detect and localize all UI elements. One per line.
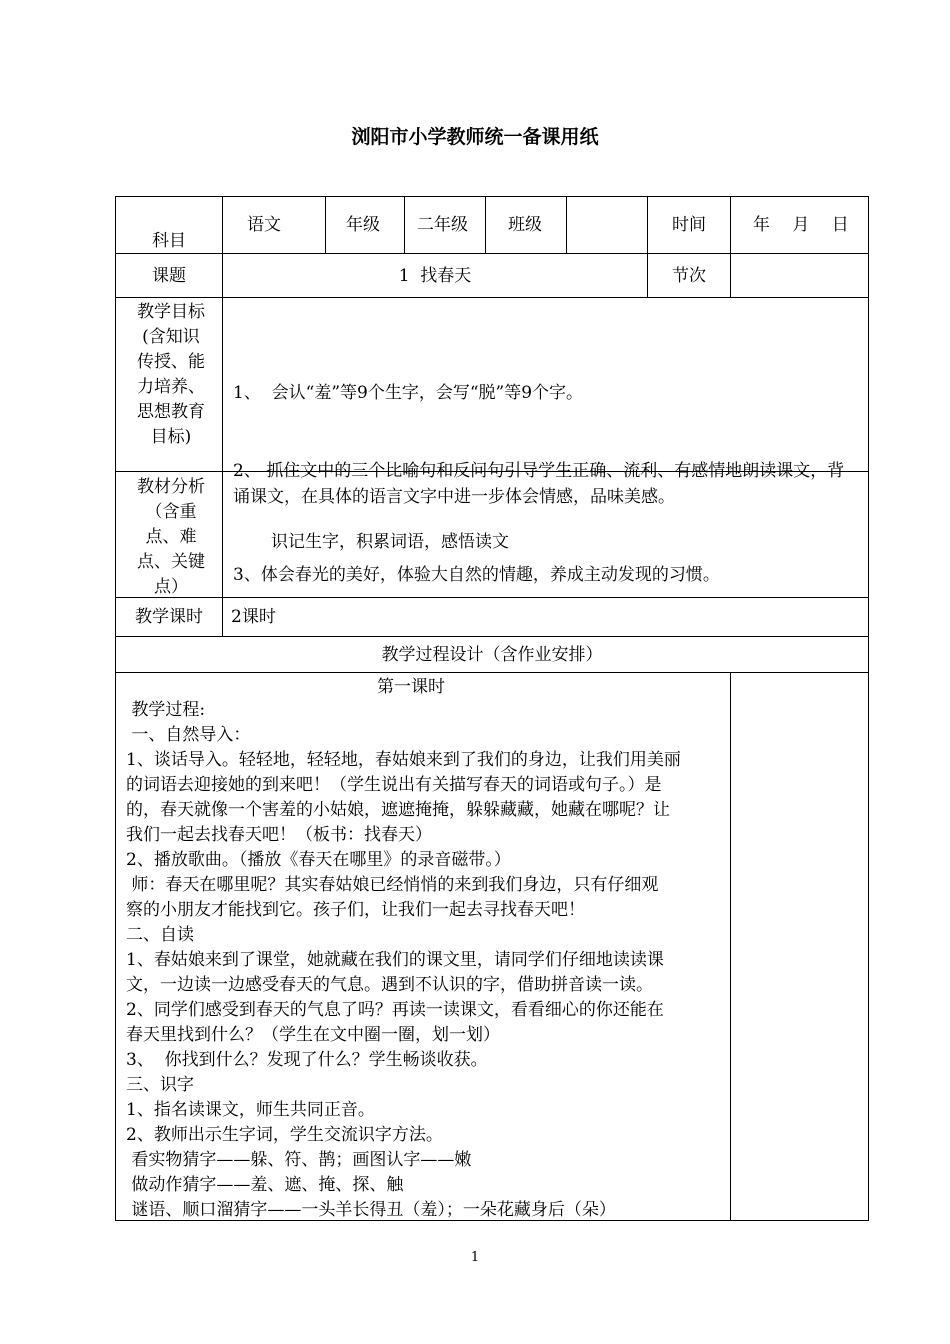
subject-value: 语文 xyxy=(247,215,281,235)
process-line: 看实物猜字——躲、符、鹊；画图认字——嫩 xyxy=(126,1150,472,1170)
class-label-cell xyxy=(485,196,567,254)
analysis-label-cell xyxy=(115,471,223,598)
analysis-label: 教材分析（含重点、难点、关键点） xyxy=(137,477,205,597)
hours-value-cell xyxy=(222,597,869,637)
hours-label: 教学课时 xyxy=(135,607,203,627)
process-line: 三、识字 xyxy=(126,1075,194,1095)
subject-label-cell xyxy=(115,196,223,254)
analysis-value: 识记生字，积累词语，感悟读文 xyxy=(271,532,509,552)
time-label: 时间 xyxy=(672,215,706,235)
process-notes-cell xyxy=(730,672,869,1221)
topic-value-cell xyxy=(222,253,648,298)
process-line: 察的小朋友才能找到它。孩子们，让我们一起去寻找春天吧！ xyxy=(126,900,585,920)
process-line: 2、教师出示生字词，学生交流识字方法。 xyxy=(126,1125,443,1145)
goals-label-cell xyxy=(115,297,223,472)
class-value-cell xyxy=(566,196,648,254)
subject-value-cell xyxy=(222,196,326,254)
process-line: 2、播放歌曲。（播放《春天在哪里》的录音磁带。） xyxy=(126,850,511,870)
period-label-cell xyxy=(647,253,731,298)
process-line: 我们一起去找春天吧！（板书：找春天） xyxy=(126,825,432,845)
goal-item: 3、体会春光的美好，体验大自然的情趣，养成主动发现的习惯。 xyxy=(233,565,720,585)
process-line: 1、春姑娘来到了课堂，她就藏在我们的课文里，请同学们仔细地读读课 xyxy=(126,950,664,970)
grade-label: 年级 xyxy=(346,215,380,235)
lesson-title: 第一课时 xyxy=(377,677,445,697)
subject-label: 科目 xyxy=(152,231,186,251)
goal-item: 1、 会认“羞”等9个生字，会写“脱”等9个字。 xyxy=(233,383,584,403)
process-line: 春天里找到什么？（学生在文中圈一圈，划一划） xyxy=(126,1025,500,1045)
topic-value: 1 找春天 xyxy=(398,265,472,286)
process-line: 二、自读 xyxy=(126,925,194,945)
process-line: 1、指名读课文，师生共同正音。 xyxy=(126,1100,375,1120)
grade-label-cell xyxy=(325,196,405,254)
page-number: 1 xyxy=(470,1250,480,1265)
hours-value: 2课时 xyxy=(231,607,276,627)
process-lines xyxy=(126,698,726,1223)
process-line: 一、自然导入： xyxy=(126,725,251,745)
time-value: 年 月 日 xyxy=(753,215,849,235)
goals-label: 教学目标(含知识传授、能力培养、思想教育目标) xyxy=(137,302,205,447)
period-value-cell xyxy=(730,253,869,298)
hours-label-cell xyxy=(115,597,223,637)
time-label-cell xyxy=(647,196,731,254)
process-line: 谜语、顺口溜猜字——一头羊长得丑（羞）；一朵花藏身后（朵） xyxy=(126,1200,616,1220)
goal-item: 2、 抓住文中的三个比喻句和反问句引导学生正确、流利、有感情地朗读课文，背诵课文，在具体的语言文字中进一步体会情感，品味美感。 xyxy=(233,461,845,507)
time-value-cell xyxy=(730,196,869,254)
process-line: 的词语去迎接她的到来吧！（学生说出有关描写春天的词语或句子。）是 xyxy=(126,775,662,795)
process-line: 师：春天在哪里呢？其实春姑娘已经悄悄的来到我们身边，只有仔细观 xyxy=(126,875,659,895)
process-line: 2、同学们感受到春天的气息了吗？再读一读课文，看看细心的你还能在 xyxy=(126,1000,664,1020)
process-header-cell xyxy=(115,636,869,673)
period-label: 节次 xyxy=(672,265,706,286)
process-line: 教学过程: xyxy=(126,700,206,720)
grade-value-cell xyxy=(404,196,486,254)
class-label: 班级 xyxy=(508,215,542,235)
analysis-content-cell xyxy=(222,471,869,598)
process-line: 文，一边读一边感受春天的气息。遇到不认识的字，借助拼音读一读。 xyxy=(126,975,653,995)
process-line: 3、 你找到什么？发现了什么？学生畅谈收获。 xyxy=(126,1050,488,1070)
topic-label: 课题 xyxy=(152,265,186,286)
process-header: 教学过程设计（含作业安排） xyxy=(381,644,603,665)
process-line: 做动作猜字——羞、遮、掩、探、触 xyxy=(126,1175,404,1195)
page-title: 浏阳市小学教师统一备课用纸 xyxy=(351,126,599,148)
grade-value: 二年级 xyxy=(417,215,468,235)
process-line: 的，春天就像一个害羞的小姑娘，遮遮掩掩，躲躲藏藏，她藏在哪呢？让 xyxy=(126,800,670,820)
process-content-cell xyxy=(115,672,731,1221)
process-line: 1、谈话导入。轻轻地，轻轻地，春姑娘来到了我们的身边，让我们用美丽 xyxy=(126,750,681,770)
topic-label-cell xyxy=(115,253,223,298)
